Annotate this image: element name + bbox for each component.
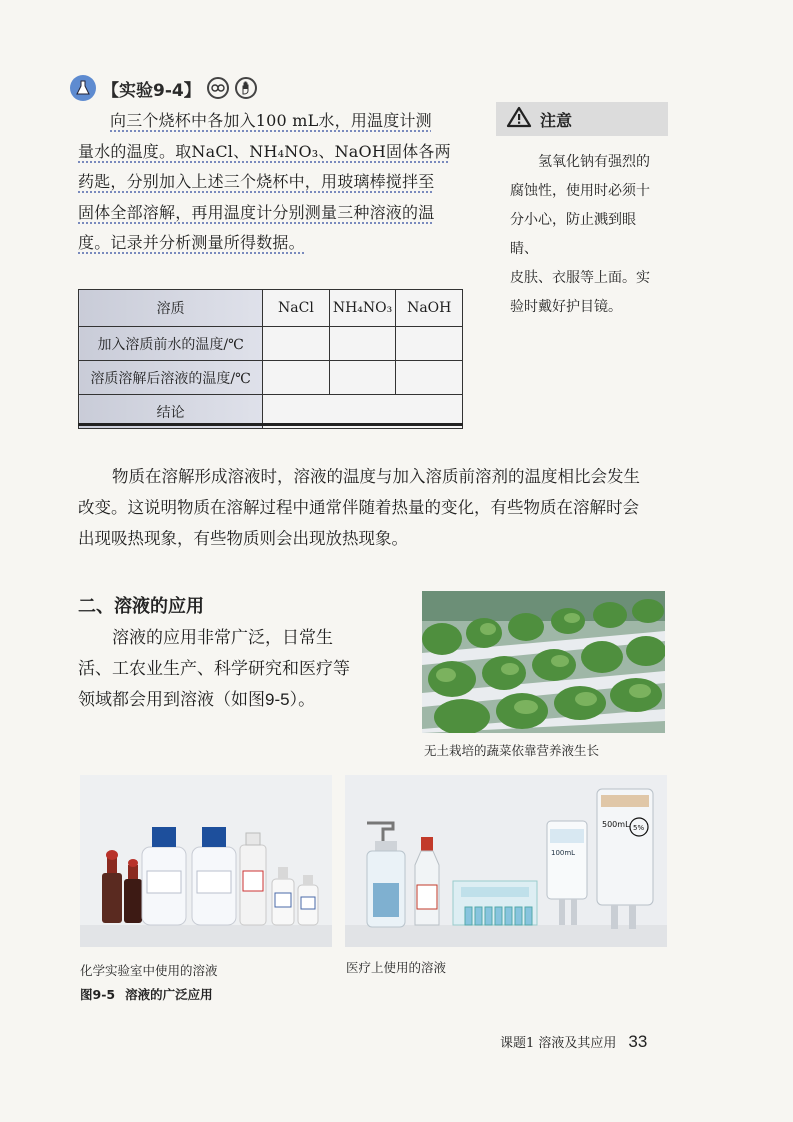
caution-line: 分小心，防止溅到眼睛、 (510, 212, 636, 257)
body-paragraph (78, 462, 676, 555)
caution-text (510, 148, 662, 322)
caution-line: 验时戴好护目镜。 (510, 299, 622, 315)
flask-icon (70, 75, 96, 101)
caution-line: 皮肤、衣服等上面。实 (510, 270, 650, 286)
table-header: 溶质 (79, 290, 263, 327)
experiment-line: 度。记录并分析测量所得数据。 (78, 233, 305, 252)
warning-icon (506, 106, 532, 132)
table-cell (329, 361, 396, 395)
section-line: 领域都会用到溶液（如图9-5）。 (78, 690, 316, 709)
table-cell (329, 327, 396, 361)
paragraph-line: 改变。这说明物质在溶解过程中通常伴随着热量的变化，有些物质在溶解时会 (78, 499, 639, 517)
table-row (79, 361, 463, 395)
temperature-table (78, 289, 463, 429)
medical-caption: 医疗上使用的溶液 (346, 960, 447, 975)
table-header: NaOH (396, 290, 463, 327)
section-title: 二、溶液的应用 (78, 596, 204, 617)
table-bottom-rule (78, 423, 463, 426)
experiment-header (70, 74, 257, 102)
table-header: NH₄NO₃ (329, 290, 396, 327)
section-line: 活、工农业生产、科学研究和医疗等 (78, 659, 350, 678)
experiment-line: 固体全部溶解，再用温度计分别测量三种溶液的温 (78, 202, 435, 222)
paragraph-line: 出现吸热现象，有些物质则会出现放热现象。 (78, 530, 408, 548)
footer-chapter: 课题1 溶液及其应用 (500, 1036, 617, 1051)
table-cell (263, 361, 329, 395)
section-text (78, 622, 394, 715)
caution-box (496, 102, 668, 136)
bag-volume: 500mL (602, 820, 630, 829)
figure-title: 溶液的广泛应用 (125, 987, 213, 1002)
experiment-text (78, 106, 468, 259)
lettuce-caption: 无土栽培的蔬菜依靠营养液生长 (424, 743, 600, 758)
experiment-line: 药匙，分别加入上述三个烧杯中，用玻璃棒搅拌至 (78, 172, 435, 191)
experiment-line: 向三个烧杯中各加入100 mL水，用温度计测 (110, 111, 432, 130)
table-row (79, 327, 463, 361)
hand-icon (235, 77, 257, 99)
small-bottle-volume: 100mL (551, 849, 576, 857)
goggles-icon (207, 77, 229, 99)
page-number: 33 (628, 1032, 648, 1051)
table-cell (396, 327, 463, 361)
table-row-label: 结论 (79, 395, 263, 429)
hydroponic-lettuce-photo (422, 591, 665, 733)
caution-line: 氢氧化钠有强烈的 (538, 154, 650, 170)
lab-solutions-photo (80, 775, 332, 947)
experiment-line: 量水的温度。取NaCl、NH₄NO₃、NaOH固体各两 (78, 141, 451, 161)
table-row-label: 加入溶质前水的温度/℃ (79, 327, 263, 361)
table-header: NaCl (263, 290, 329, 327)
table-cell (263, 327, 329, 361)
experiment-title: 【实验9-4】 (102, 80, 201, 101)
table-header-row (79, 290, 463, 327)
caution-label: 注意 (540, 110, 573, 130)
paragraph-line: 物质在溶解形成溶液时，溶液的温度与加入溶质前溶剂的温度相比会发生 (112, 468, 640, 486)
table-cell (396, 361, 463, 395)
page-footer (500, 1032, 647, 1052)
medical-solutions-photo (345, 775, 667, 947)
caution-line: 腐蚀性，使用时必须十 (510, 183, 650, 199)
bag-percent: 5% (633, 824, 645, 832)
figure-caption (80, 985, 213, 1003)
lab-caption: 化学实验室中使用的溶液 (80, 963, 218, 978)
table-row-label: 溶质溶解后溶液的温度/℃ (79, 361, 263, 395)
figure-number: 图9-5 (80, 987, 116, 1002)
section-line: 溶液的应用非常广泛，日常生 (112, 628, 333, 647)
